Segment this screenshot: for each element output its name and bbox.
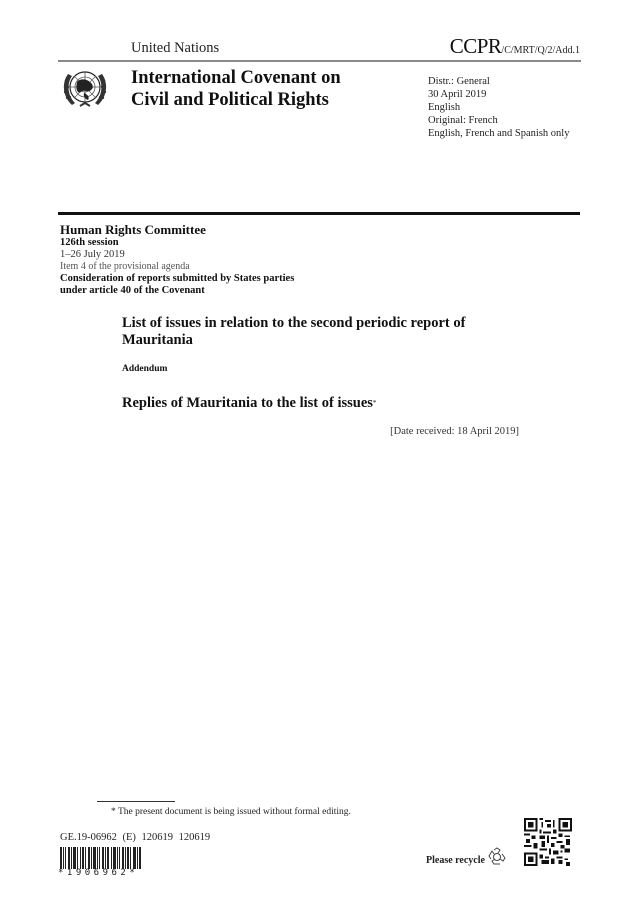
session-dates: 1–26 July 2019: [60, 249, 125, 260]
document-symbol-suffix: /C/MRT/Q/2/Add.1: [501, 45, 580, 56]
language: English: [428, 102, 461, 113]
replies-title: Replies of Mauritania to the list of issues: [122, 395, 373, 411]
un-emblem-icon: [60, 66, 110, 110]
document-title-line1: List of issues in relation to the second periodic report of: [122, 315, 466, 331]
organization-name: United Nations: [131, 40, 220, 56]
qr-code-icon: [524, 818, 572, 866]
barcode-text: *1906962*: [58, 868, 139, 878]
treaty-title-line1: International Covenant on: [131, 68, 341, 88]
available-languages: English, French and Spanish only: [428, 128, 570, 139]
addendum-label: Addendum: [122, 364, 168, 374]
footnote-text: * The present document is being issued without formal editing.: [111, 807, 351, 817]
original-language: Original: French: [428, 115, 498, 126]
issue-date: 30 April 2019: [428, 89, 487, 100]
footnote-divider: [97, 801, 175, 802]
distribution-block: [428, 75, 569, 140]
treaty-title: [131, 67, 341, 111]
header-divider: [58, 60, 581, 62]
replies-heading: [122, 395, 376, 412]
document-symbol-main: CCPR: [449, 34, 502, 58]
section-divider: [58, 212, 580, 215]
distribution-type: Distr.: General: [428, 76, 490, 87]
agenda-title-line2: under article 40 of the Covenant: [60, 285, 205, 296]
date-received: [Date received: 18 April 2019]: [390, 426, 519, 437]
footnote-marker[interactable]: *: [372, 399, 377, 407]
document-title: [122, 315, 522, 349]
document-title-line2: Mauritania: [122, 332, 193, 348]
recycle-icon: [486, 846, 508, 868]
committee-block: [60, 222, 294, 297]
session-number: 126th session: [60, 237, 119, 248]
agenda-title-line1: Consideration of reports submitted by States parties: [60, 273, 295, 284]
document-symbol: [450, 34, 580, 59]
committee-name: Human Rights Committee: [60, 222, 206, 237]
barcode-icon: [60, 847, 152, 869]
agenda-item: Item 4 of the provisional agenda: [60, 261, 190, 272]
job-number: GE.19-06962 (E) 120619 120619: [60, 832, 211, 843]
treaty-title-line2: Civil and Political Rights: [131, 90, 329, 110]
recycle-label: Please recycle: [426, 855, 485, 866]
